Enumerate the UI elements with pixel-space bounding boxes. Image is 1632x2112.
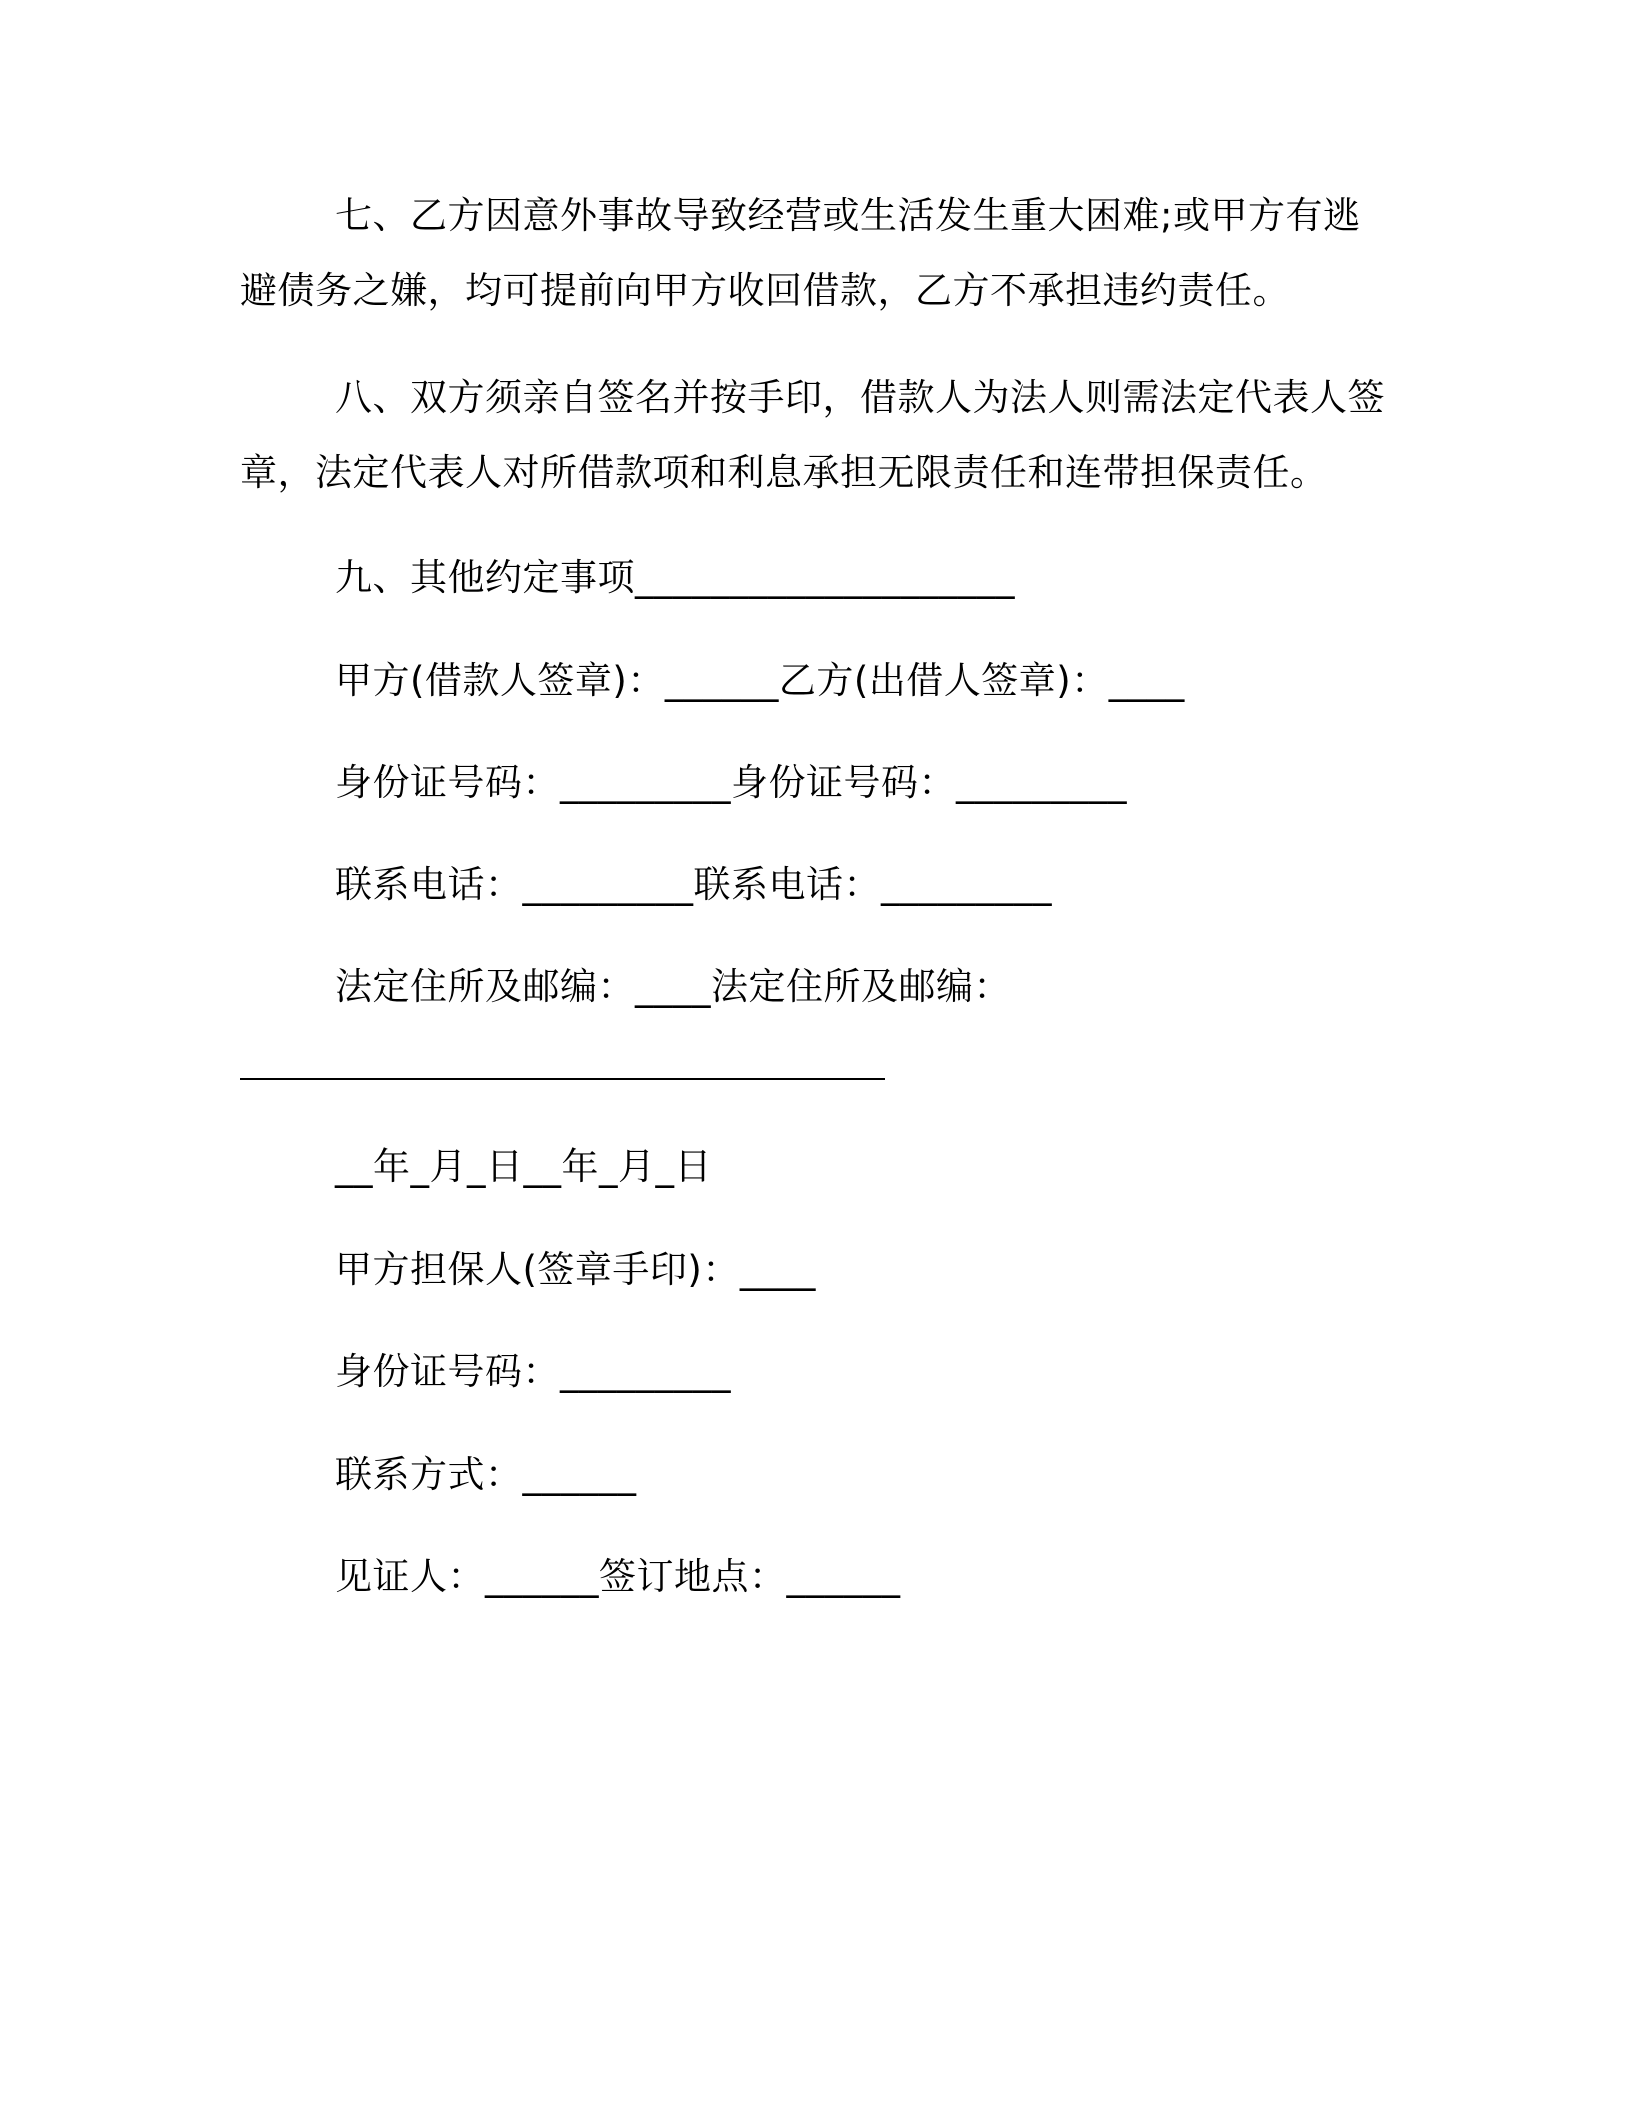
address-fill-rule	[240, 1078, 885, 1080]
clause-7-paragraph	[240, 178, 1390, 328]
guarantor-line: 甲方担保人(签章手印)：____	[335, 1248, 816, 1291]
guarantor-id-line: 身份证号码：_________	[335, 1350, 731, 1393]
guarantor-contact-line: 联系方式：______	[335, 1453, 637, 1496]
signature-line: 甲方(借款人签章)：______乙方(出借人签章)：____	[335, 659, 1185, 702]
date-line: __年_月_日__年_月_日	[335, 1145, 712, 1188]
clause-9-line: 九、其他约定事项____________________	[335, 556, 1015, 599]
id-number-line: 身份证号码：_________身份证号码：_________	[335, 761, 1127, 804]
clause-8-paragraph	[240, 360, 1390, 510]
clause-8-text: 八、双方须亲自签名并按手印，借款人为法人则需法定代表人签章，法定代表人对所借款项和利息承担无限责任和连带担保责任。	[240, 376, 1385, 494]
phone-line: 联系电话：_________联系电话：_________	[335, 863, 1052, 906]
witness-place-line: 见证人：______签订地点：______	[335, 1555, 901, 1598]
clause-7-text: 七、乙方因意外事故导致经营或生活发生重大困难;或甲方有逃避债务之嫌，均可提前向甲方收回借款，乙方不承担违约责任。	[240, 194, 1361, 312]
address-line: 法定住所及邮编：____法定住所及邮编：	[335, 965, 1011, 1008]
